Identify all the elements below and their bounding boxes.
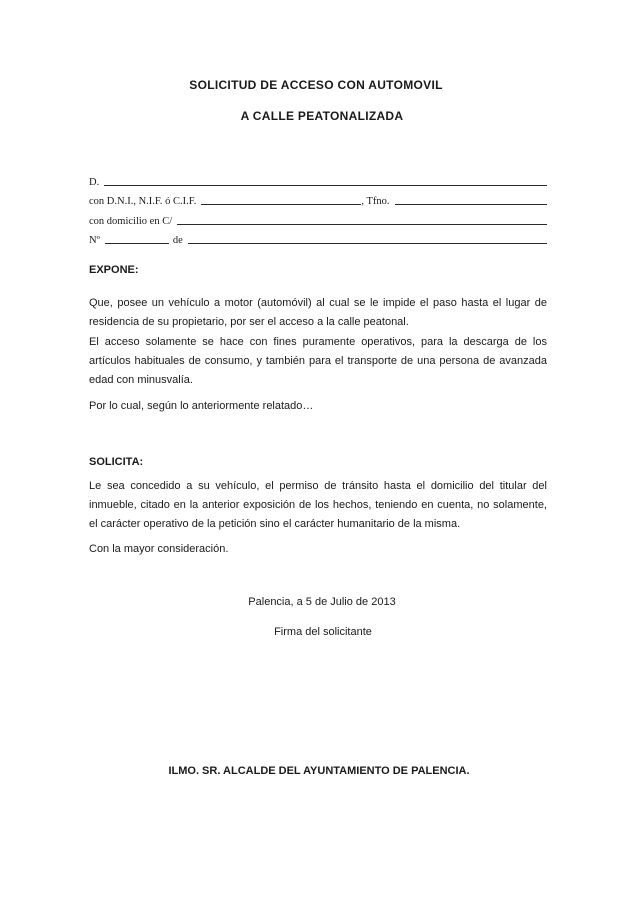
- signature-label: Firma del solicitante: [274, 626, 372, 638]
- document-subtitle: A CALLE PEATONALIZADA: [240, 109, 404, 123]
- expone-paragraph-3: Por lo cual, según lo anteriormente relatado…: [89, 400, 314, 412]
- form-row-name: [89, 168, 547, 188]
- city-label: de: [172, 235, 183, 246]
- document-title: SOLICITUD DE ACCESO CON AUTOMOVIL: [189, 78, 443, 92]
- solicita-paragraph-1: Le sea concedido a su vehículo, el permiso de tránsito hasta el domicilio del titular del inmueble, citado en la anterior exposición de los hechos, teniendo en cuenta, no solamente, el carácter operativo de la petición sino el carácter humanitario de la misma.: [89, 480, 547, 530]
- expone-heading: EXPONE:: [89, 264, 139, 276]
- form-row-id-phone: [89, 188, 547, 208]
- name-label: D.: [89, 176, 100, 188]
- name-field-line[interactable]: [104, 185, 547, 186]
- form-row-number-city: [89, 227, 547, 247]
- phone-label: , Tfno.: [361, 196, 390, 207]
- place-date: Palencia, a 5 de Julio de 2013: [248, 596, 396, 608]
- id-label: con D.N.I., N.I.F. ó C.I.F.: [89, 196, 197, 207]
- id-field-line[interactable]: [201, 204, 361, 205]
- applicant-form: [89, 168, 547, 246]
- phone-field-line[interactable]: [395, 204, 547, 205]
- solicita-paragraph-2: Con la mayor consideración.: [89, 543, 229, 555]
- expone-paragraph-2: El acceso solamente se hace con fines puramente operativos, para la descarga de los artículos habituales de consumo, y también para el transporte de una persona de avanzada edad con minusvalía.: [89, 336, 547, 386]
- expone-paragraph-1: Que, posee un vehículo a motor (automóvil) al cual se le impide el paso hasta el lugar de residencia de su propietario, por ser el acceso a la calle peatonal.: [89, 297, 547, 328]
- city-field-line[interactable]: [188, 243, 547, 244]
- form-row-address: [89, 207, 547, 227]
- number-label: Nº: [89, 235, 100, 246]
- solicita-heading: SOLICITA:: [89, 456, 144, 468]
- number-field-line[interactable]: [105, 243, 169, 244]
- address-field-line[interactable]: [177, 224, 547, 225]
- addressee: ILMO. SR. ALCALDE DEL AYUNTAMIENTO DE PALENCIA.: [168, 765, 470, 777]
- address-label: con domicilio en C/: [89, 215, 173, 227]
